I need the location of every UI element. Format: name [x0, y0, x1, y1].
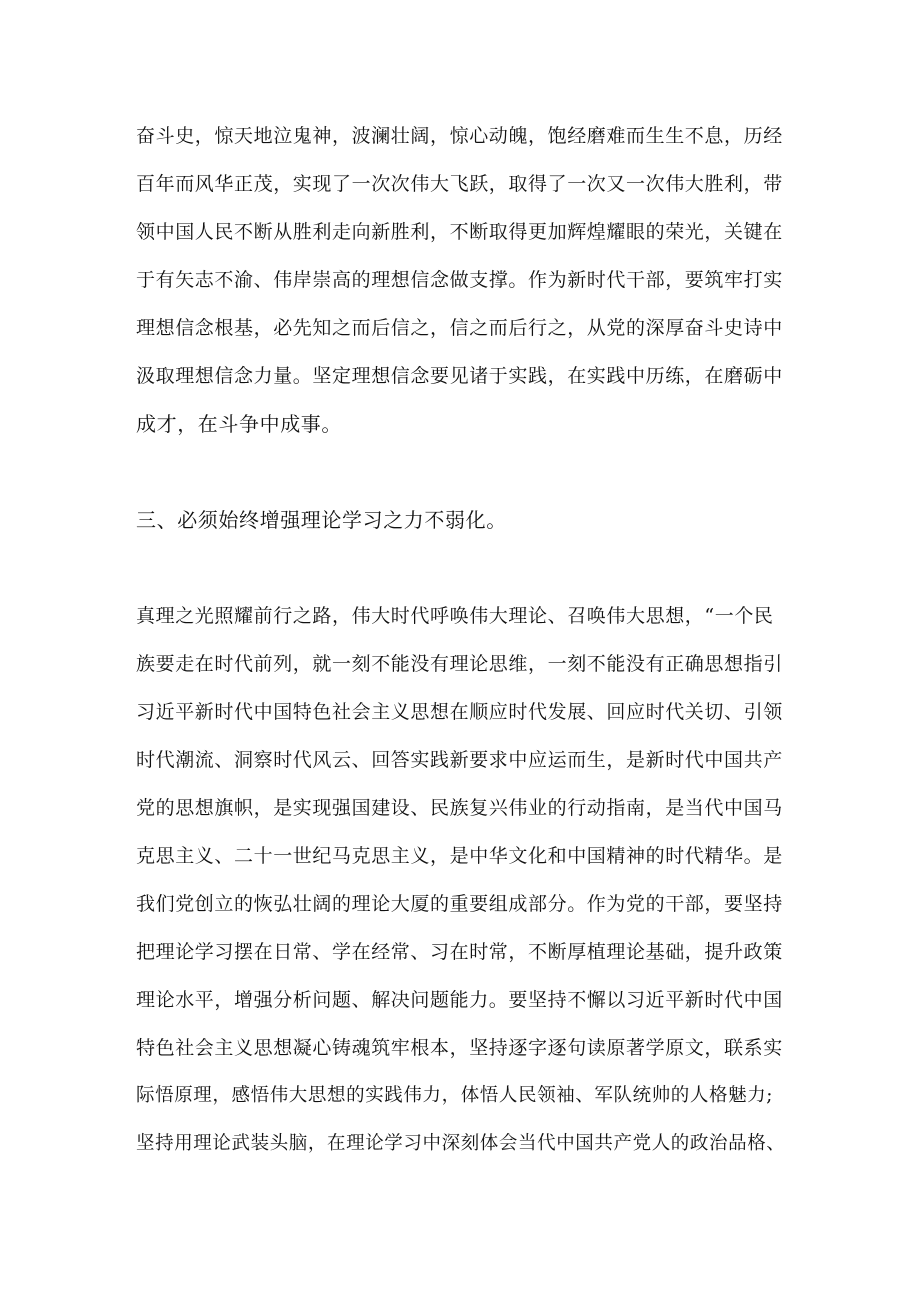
text-line: 族要走在时代前列，就一刻不能没有理论思维，一刻不能没有正确思想指引	[136, 653, 783, 675]
paragraph-1	[136, 112, 786, 448]
text-line: 特色社会主义思想凝心铸魂筑牢根本，坚持逐字逐句读原著学原文，联系实	[136, 1037, 783, 1059]
text-line: 成才，在斗争中成事。	[136, 412, 342, 436]
text-line: 于有矢志不渝、伟岸崇高的理想信念做支撑。作为新时代干部，要筑牢打实	[136, 269, 783, 291]
text-line: 党的思想旗帜，是实现强国建设、民族复兴伟业的行动指南，是当代中国马	[136, 797, 783, 819]
text-line: 我们党创立的恢弘壮阔的理论大厦的重要组成部分。作为党的干部，要坚持	[136, 893, 783, 915]
text-line: 领中国人民不断从胜利走向新胜利，不断取得更加辉煌耀眼的荣光，关键在	[136, 221, 783, 243]
text-line: 坚持用理论武装头脑，在理论学习中深刻体会当代中国共产党人的政治品格、	[136, 1133, 786, 1154]
text-line: 真理之光照耀前行之路，伟大时代呼唤伟大理论、召唤伟大思想，“一个民	[136, 605, 774, 627]
section-heading-text: 三、必须始终增强理论学习之力不弱化。	[136, 508, 507, 532]
text-line: 理论水平，增强分析问题、解决问题能力。要坚持不懈以习近平新时代中国	[136, 989, 783, 1011]
text-line: 理想信念根基，必先知之而后信之，信之而后行之，从党的深厚奋斗史诗中	[136, 317, 783, 339]
text-line: 百年而风华正茂，实现了一次次伟大飞跃，取得了一次又一次伟大胜利，带	[136, 173, 783, 195]
text-line: 习近平新时代中国特色社会主义思想在顺应时代发展、回应时代关切、引领	[136, 701, 783, 723]
text-line: 时代潮流、洞察时代风云、回答实践新要求中应运而生，是新时代中国共产	[136, 749, 783, 771]
text-line: 际悟原理，感悟伟大思想的实践伟力，体悟人民领袖、军队统帅的人格魅力;	[136, 1085, 774, 1106]
text-line: 汲取理想信念力量。坚定理想信念要见诸于实践，在实践中历练，在磨砺中	[136, 365, 783, 387]
section-heading	[136, 496, 786, 544]
text-line: 把理论学习摆在日常、学在经常、习在时常，不断厚植理论基础，提升政策	[136, 941, 783, 963]
paragraph-2	[136, 592, 786, 1168]
text-line: 奋斗史，惊天地泣鬼神，波澜壮阔，惊心动魄，饱经磨难而生生不息，历经	[136, 125, 783, 147]
text-line: 克思主义、二十一世纪马克思主义，是中华文化和中国精神的时代精华。是	[136, 845, 783, 867]
